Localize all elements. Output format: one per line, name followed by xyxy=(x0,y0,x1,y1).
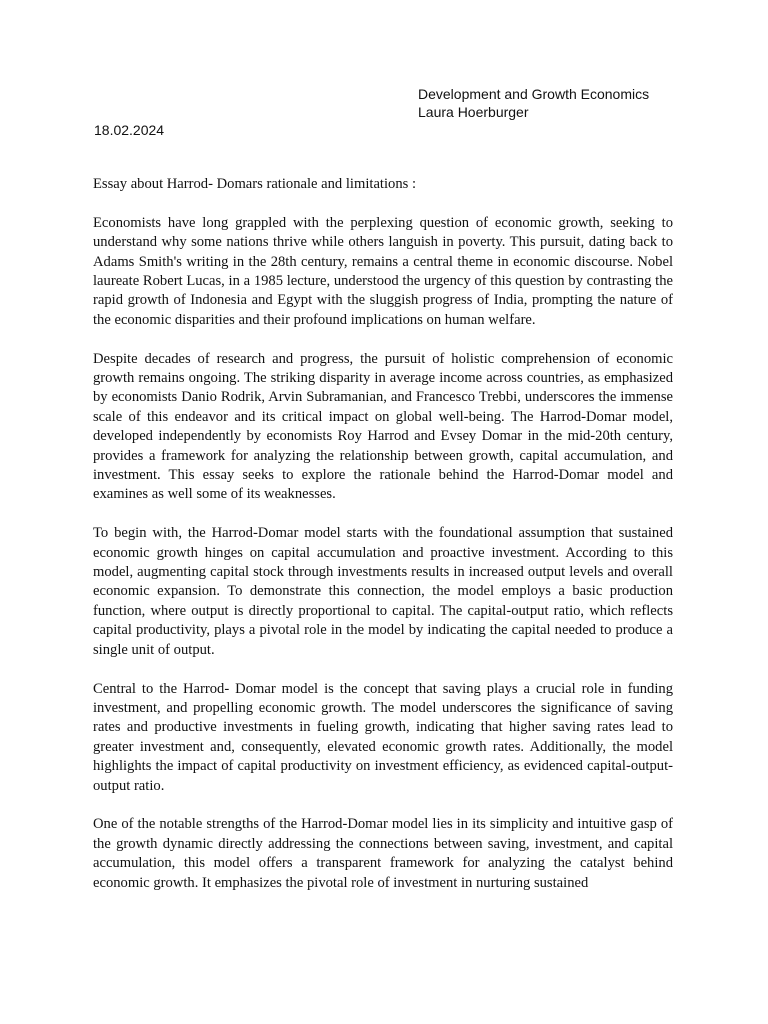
paragraph-1: Economists have long grappled with the perplexing question of economic growth, seeking to understand why some nations thrive while others languish in poverty. This pursuit, dating back to Adams Smith's writing in the 28th century, remains a central theme in economic discourse. Nobel laureate Robert Lucas, in a 1985 lecture, understood the urgency of this question by contrasting the rapid growth of Indonesia and Egypt with the sluggish progress of India, prompting the nature of the economic disparities and their profound implications on human welfare. xyxy=(93,214,673,328)
essay-body xyxy=(93,175,673,912)
paragraph-2: Despite decades of research and progress, the pursuit of holistic comprehension of economic growth remains ongoing. The striking disparity in average income across countries, as emphasized by economists Danio Rodrik, Arvin Subramanian, and Francesco Trebbi, underscores the immense scale of this endeavor and its critical impact on global well-being. The Harrod-Domar model, developed independently by economists Roy Harrod and Evsey Domar in the mid-20th century, provides a framework for analyzing the relationship between growth, capital accumulation, and investment. This essay seeks to explore the rationale behind the Harrod-Domar model and examines as well some of its weaknesses. xyxy=(93,350,673,503)
document-header xyxy=(418,86,748,121)
author-name: Laura Hoerburger xyxy=(418,103,529,120)
document-date: 18.02.2024 xyxy=(94,122,165,138)
paragraph-5: One of the notable strengths of the Harrod-Domar model lies in its simplicity and intuitive gasp of the growth dynamic directly addressing the connections between saving, investment, and capital accumulation, this model offers a transparent framework for analyzing the catalyst behind economic growth. It emphasizes the pivotal role of investment in nurturing sustained xyxy=(93,816,673,891)
essay-title: Essay about Harrod- Domars rationale and limitations : xyxy=(93,176,417,192)
paragraph-3: To begin with, the Harrod-Domar model starts with the foundational assumption that sustained economic growth hinges on capital accumulation and proactive investment. According to this model, augmenting capital stock through investments results in increased output levels and overall economic expansion. To demonstrate this connection, the model employs a basic production function, where output is directly proportional to capital. The capital-output ratio, which reflects capital productivity, plays a pivotal role in the model by indicating the capital needed to produce a single unit of output. xyxy=(93,525,673,658)
course-name: Development and Growth Economics xyxy=(418,86,650,102)
paragraph-4: Central to the Harrod- Domar model is the concept that saving plays a crucial role in funding investment, and propelling economic growth. The model underscores the significance of saving rates and productive investments in fueling growth, indicating that higher saving rates lead to greater investment and, consequently, elevated economic growth rates. Additionally, the model highlights the impact of capital productivity on investment efficiency, as evidenced capital-output-output ratio. xyxy=(93,680,673,794)
